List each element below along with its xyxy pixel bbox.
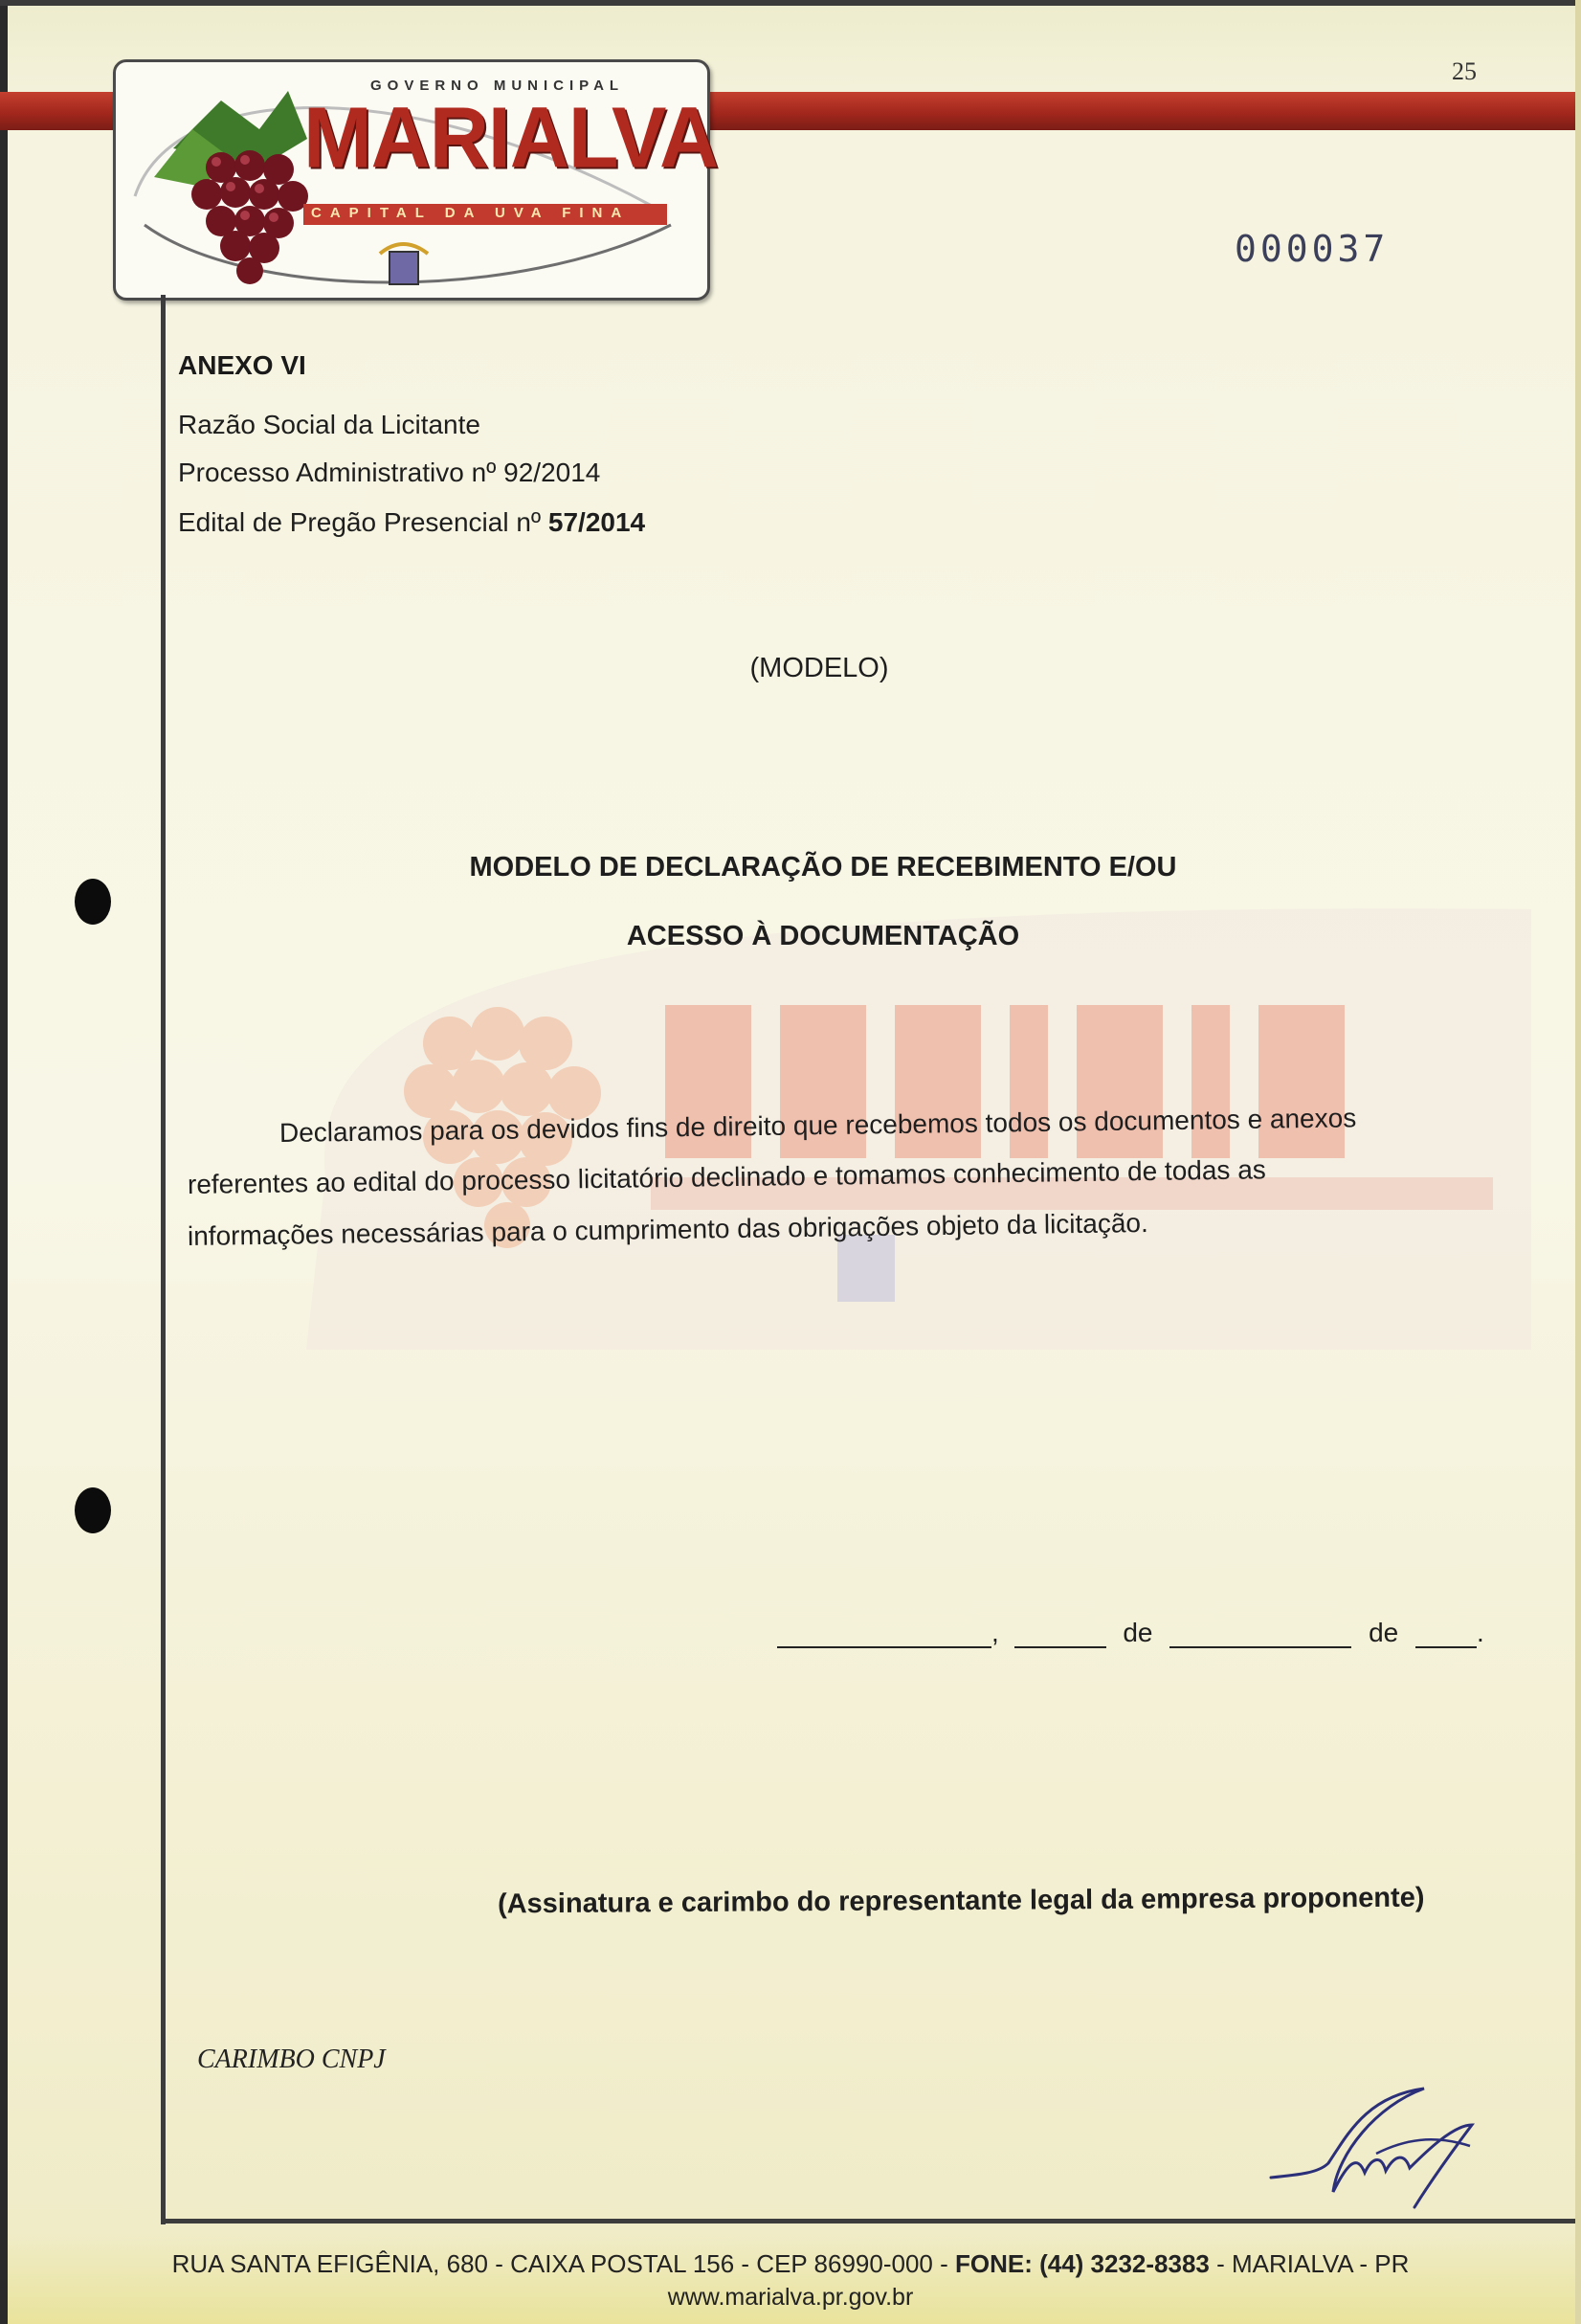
- scan-edge-left: [0, 0, 8, 2324]
- footer-phone: FONE: (44) 3232-8383: [954, 2249, 1210, 2278]
- year-blank[interactable]: [1415, 1621, 1477, 1648]
- date-period: .: [1477, 1618, 1484, 1647]
- date-fill-line: [777, 1618, 1484, 1648]
- scan-edge-top: [0, 0, 1581, 6]
- day-blank[interactable]: [1014, 1621, 1106, 1648]
- signature-caption: (Assinatura e carimbo do representante legal da empresa proponente): [497, 1882, 1425, 1920]
- date-comma: ,: [991, 1618, 999, 1647]
- anexo-heading: ANEXO VI: [178, 350, 306, 380]
- marialva-logo: [113, 59, 719, 301]
- declaration-title-line1: MODELO DE DECLARAÇÃO DE RECEBIMENTO E/OU: [469, 852, 1177, 883]
- date-de-2: de: [1369, 1618, 1399, 1647]
- document-number-stamp: 000037: [1235, 228, 1390, 270]
- city-blank[interactable]: [777, 1621, 991, 1648]
- month-blank[interactable]: [1169, 1621, 1351, 1648]
- edital-prefix: Edital de Pregão Presencial nº: [178, 507, 548, 537]
- razao-social-label: Razão Social da Licitante: [178, 410, 480, 439]
- punch-hole-top: [75, 879, 111, 925]
- processo-administrativo: Processo Administrativo nº 92/2014: [178, 458, 601, 487]
- frame-bottom-border: [161, 2219, 1575, 2223]
- carimbo-cnpj-label: CARIMBO CNPJ: [197, 2045, 386, 2074]
- logo-top-text: GOVERNO MUNICIPAL: [370, 78, 625, 94]
- footer-website: www.marialva.pr.gov.br: [667, 2284, 914, 2311]
- scan-edge-right: [1575, 0, 1581, 2324]
- edital-number: 57/2014: [547, 507, 646, 537]
- footer-address-prefix: RUA SANTA EFIGÊNIA, 680 - CAIXA POSTAL 156 - CEP 86990-000 -: [171, 2249, 955, 2278]
- logo-tagline: CAPITAL DA UVA FINA: [311, 205, 631, 221]
- logo-name: MARIALVA: [303, 89, 719, 187]
- declaration-title-line2: ACESSO À DOCUMENTAÇÃO: [626, 921, 1020, 951]
- modelo-label: (MODELO): [749, 653, 889, 683]
- declaration-body-line3: informações necessárias para o cumprimento das obrigações objeto da licitação.: [187, 1207, 1148, 1251]
- declaration-body-line1: Declaramos para os devidos fins de direito que recebemos todos os documentos e anexos: [278, 1103, 1357, 1148]
- handwritten-signature: [1261, 2087, 1481, 2211]
- declaration-body-line2: referentes ao edital do processo licitatório declinado e tomamos conhecimento de todas as: [187, 1154, 1266, 1199]
- edital-pregao: [178, 507, 645, 538]
- frame-left-border: [161, 295, 166, 2224]
- footer-address: [0, 2249, 1581, 2279]
- footer-address-suffix: - MARIALVA - PR: [1209, 2249, 1410, 2278]
- page-number: 25: [1452, 57, 1477, 85]
- punch-hole-bottom: [75, 1487, 111, 1533]
- date-de-1: de: [1123, 1618, 1153, 1647]
